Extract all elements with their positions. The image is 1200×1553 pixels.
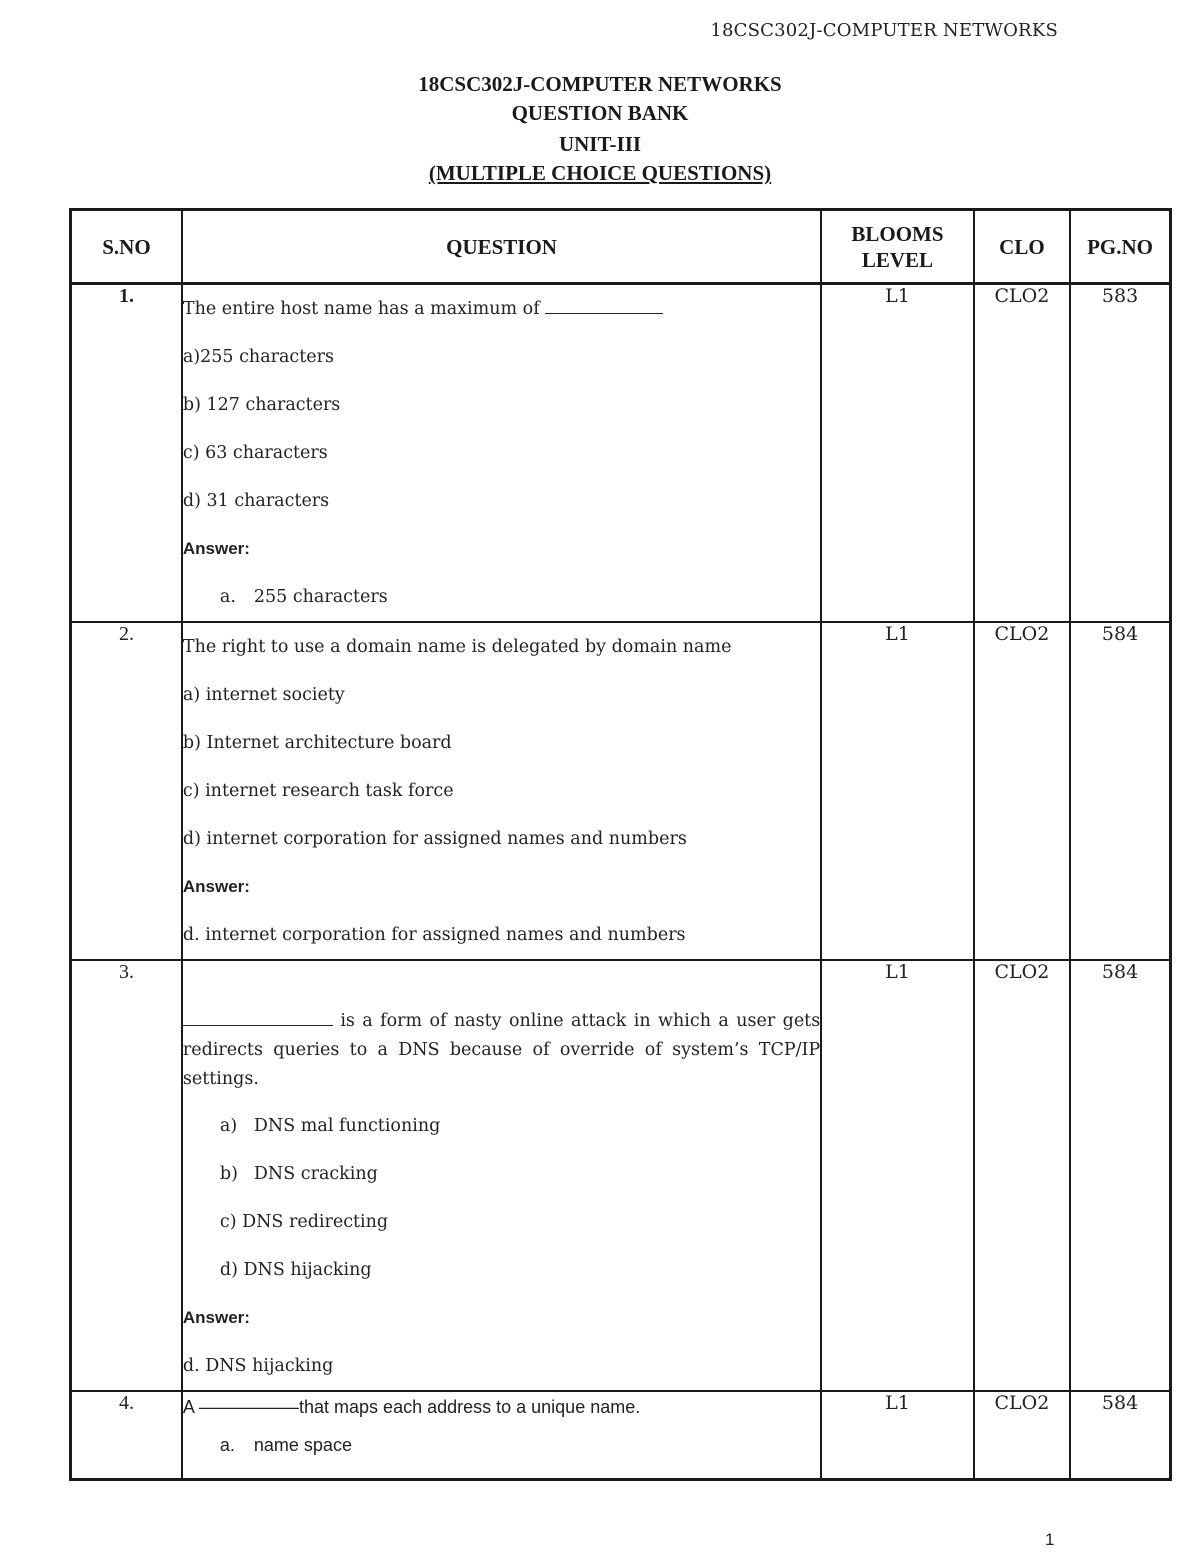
option: a) internet society [182,685,345,705]
header-sno: S.NO [71,210,182,284]
row-sno: 4. [71,1391,182,1480]
option: d) 31 characters [182,491,330,511]
clo: CLO2 [974,1391,1070,1480]
doc-title: QUESTION BANK [511,101,689,125]
header-pgno: PG.NO [1070,210,1170,284]
answer-text: d. DNS hijacking [182,1356,334,1376]
document-title-block [0,70,1200,188]
answer-text: d. internet corporation for assigned names and numbers [182,925,686,945]
answer-blank [545,297,663,314]
row-sno: 1. [71,284,182,623]
page-number-ref: 584 [1070,622,1170,960]
answer-label: Answer: [182,1308,250,1327]
question-text: The right to use a domain name is delegated by domain name [182,637,732,657]
question-text: The entire host name has a maximum of [183,285,820,333]
row-sno: 3. [71,960,182,1391]
question-cell [182,284,821,623]
option: a)255 characters [182,347,334,367]
blooms-level: L1 [821,1391,974,1480]
option: d) internet corporation for assigned names and numbers [182,829,687,849]
table-row [71,284,1171,623]
option: d) DNS hijacking [219,1260,372,1280]
option: b) DNS cracking [219,1164,378,1184]
question-cell [182,622,821,960]
header-blooms [821,210,974,284]
page-number-ref: 583 [1070,284,1170,623]
header-blooms-line1: BLOOMS [851,221,944,246]
answer-blank [183,1009,333,1026]
table-row [71,1391,1171,1480]
page-number: 1 [1045,1530,1055,1549]
blooms-level: L1 [821,284,974,623]
blooms-level: L1 [821,622,974,960]
option: a) DNS mal functioning [219,1116,441,1136]
table-row [71,622,1171,960]
option: b) 127 characters [182,395,341,415]
option: c) internet research task force [182,781,454,801]
answer-label: Answer: [182,877,250,896]
blooms-level: L1 [821,960,974,1391]
page-number-ref: 584 [1070,1391,1170,1480]
option: c) DNS redirecting [219,1212,389,1232]
section-title: (MULTIPLE CHOICE QUESTIONS) [428,161,772,185]
header-question: QUESTION [182,210,821,284]
question-table [69,208,1172,1481]
running-header: 18CSC302J-COMPUTER NETWORKS [710,20,1058,41]
option: c) 63 characters [182,443,328,463]
question-cell [182,960,821,1391]
clo: CLO2 [974,622,1070,960]
answer-label: Answer: [182,539,250,558]
clo: CLO2 [974,960,1070,1391]
question-cell [182,1391,821,1480]
course-title: 18CSC302J-COMPUTER NETWORKS [418,72,782,96]
header-clo: CLO [974,210,1070,284]
clo: CLO2 [974,284,1070,623]
table-row [71,960,1171,1391]
row-sno: 2. [71,622,182,960]
answer-text: a. 255 characters [219,587,388,607]
question-text: is a form of nasty online attack in which a user gets redirects queries to a DNS because of override of system’s TCP/IP settings. [182,1011,821,1089]
table-header-row [71,210,1171,284]
question-text: A ––––––––––that maps each address to a unique name. [182,1397,641,1417]
option: b) Internet architecture board [182,733,452,753]
option: a. name space [219,1435,352,1455]
page-number-ref: 584 [1070,960,1170,1391]
unit-title: UNIT-III [558,132,642,156]
header-blooms-line2: LEVEL [861,247,934,272]
